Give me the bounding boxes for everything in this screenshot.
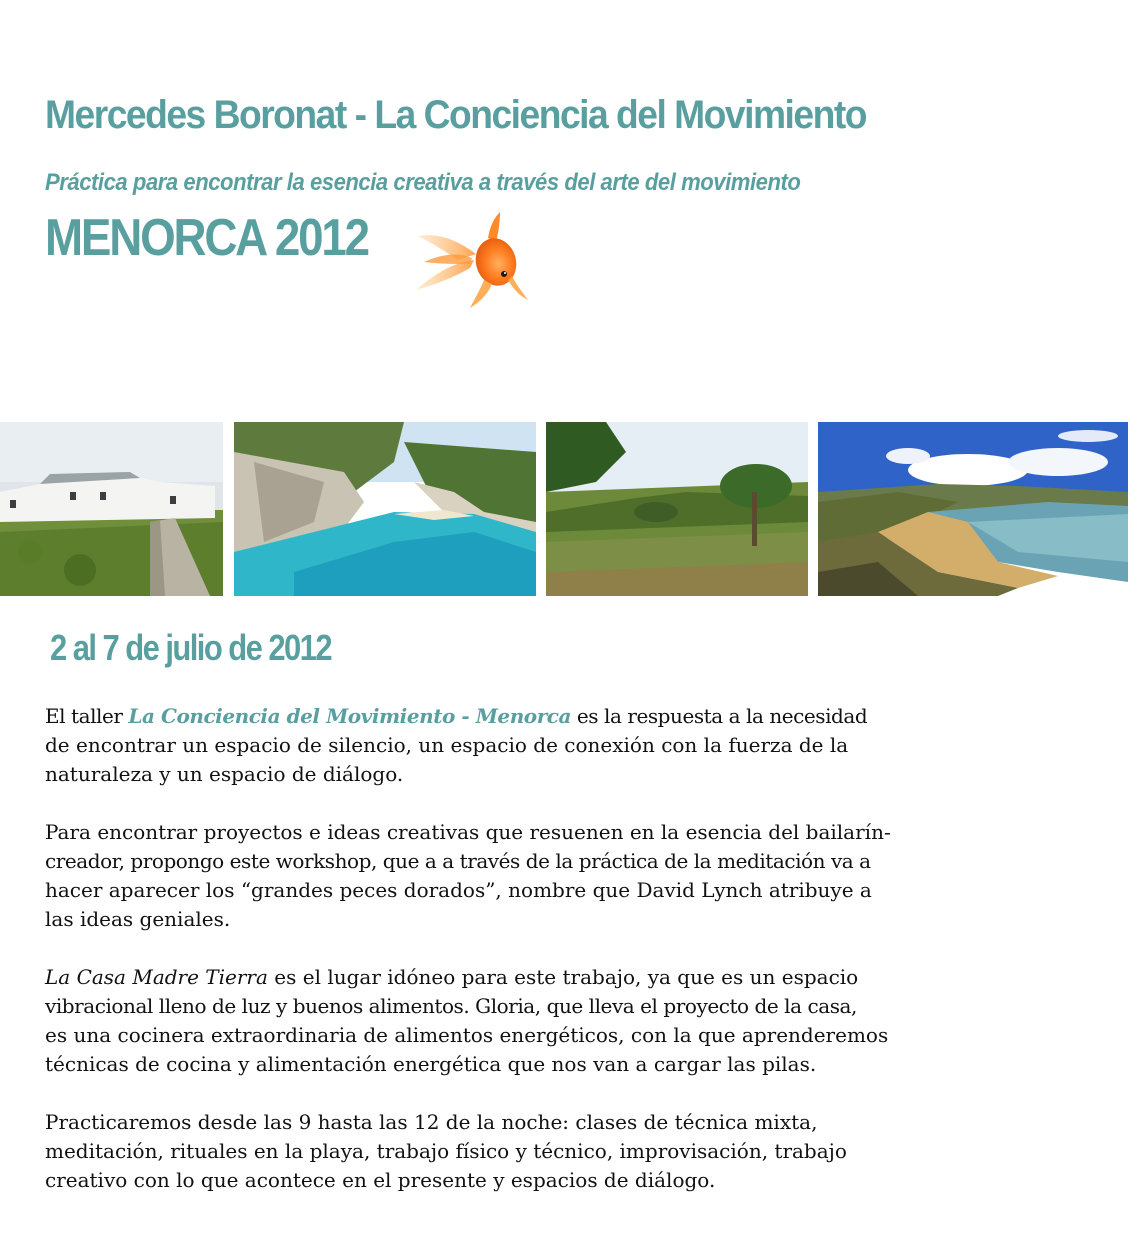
- line: Practicaremos desde las 9 hasta las 12 de la noche: clases de técnica mixta,: [45, 1110, 818, 1134]
- garden-photo: [546, 422, 808, 596]
- cove-photo: [234, 422, 536, 596]
- line: [45, 702, 1105, 731]
- page-subtitle: Práctica para encontrar la esencia creativa a través del arte del movimiento: [45, 169, 801, 196]
- goldfish-icon: [410, 210, 530, 310]
- line: Para encontrar proyectos e ideas creativas que resuenen en la esencia del bailarín-: [45, 820, 891, 844]
- text-run: El taller: [45, 704, 129, 728]
- line: vibracional lleno de luz y buenos alimentos. Gloria, que lleva el proyecto de la casa,: [45, 994, 857, 1018]
- beach-photo: [818, 422, 1128, 596]
- date-heading: 2 al 7 de julio de 2012: [50, 627, 332, 668]
- line: hacer aparecer los “grandes peces dorados”, nombre que David Lynch atribuye a: [45, 878, 872, 902]
- line: técnicas de cocina y alimentación energética que nos van a cargar las pilas.: [45, 1052, 817, 1076]
- line: de encontrar un espacio de silencio, un espacio de conexión con la fuerza de la: [45, 733, 849, 757]
- line: las ideas geniales.: [45, 907, 231, 931]
- text-run: es el lugar idóneo para este trabajo, ya que es un espacio: [267, 965, 859, 989]
- line: es una cocinera extraordinaria de alimentos energéticos, con la que aprenderemos: [45, 1023, 889, 1047]
- farmhouse-photo: [0, 422, 223, 596]
- page-title: Mercedes Boronat - La Conciencia del Movimiento: [45, 93, 866, 137]
- paragraph-workshop: [45, 818, 1105, 934]
- line: meditación, rituales en la playa, trabajo físico y técnico, improvisación, trabajo: [45, 1139, 847, 1163]
- paragraph-schedule: [45, 1108, 1105, 1195]
- line: creador, propongo este workshop, que a a través de la práctica de la meditación va a: [45, 849, 871, 873]
- year-heading: MENORCA 2012: [45, 209, 368, 267]
- workshop-name: La Conciencia del Movimiento - Menorca: [128, 704, 572, 728]
- text-run: es la respuesta a la necesidad: [571, 704, 868, 728]
- line: naturaleza y un espacio de diálogo.: [45, 762, 404, 786]
- body-text: [45, 702, 1105, 1224]
- paragraph-venue: [45, 963, 1105, 1079]
- line: [45, 963, 1105, 992]
- place-name: La Casa Madre Tierra: [45, 965, 268, 989]
- line: creativo con lo que acontece en el presente y espacios de diálogo.: [45, 1168, 716, 1192]
- paragraph-intro: [45, 702, 1105, 789]
